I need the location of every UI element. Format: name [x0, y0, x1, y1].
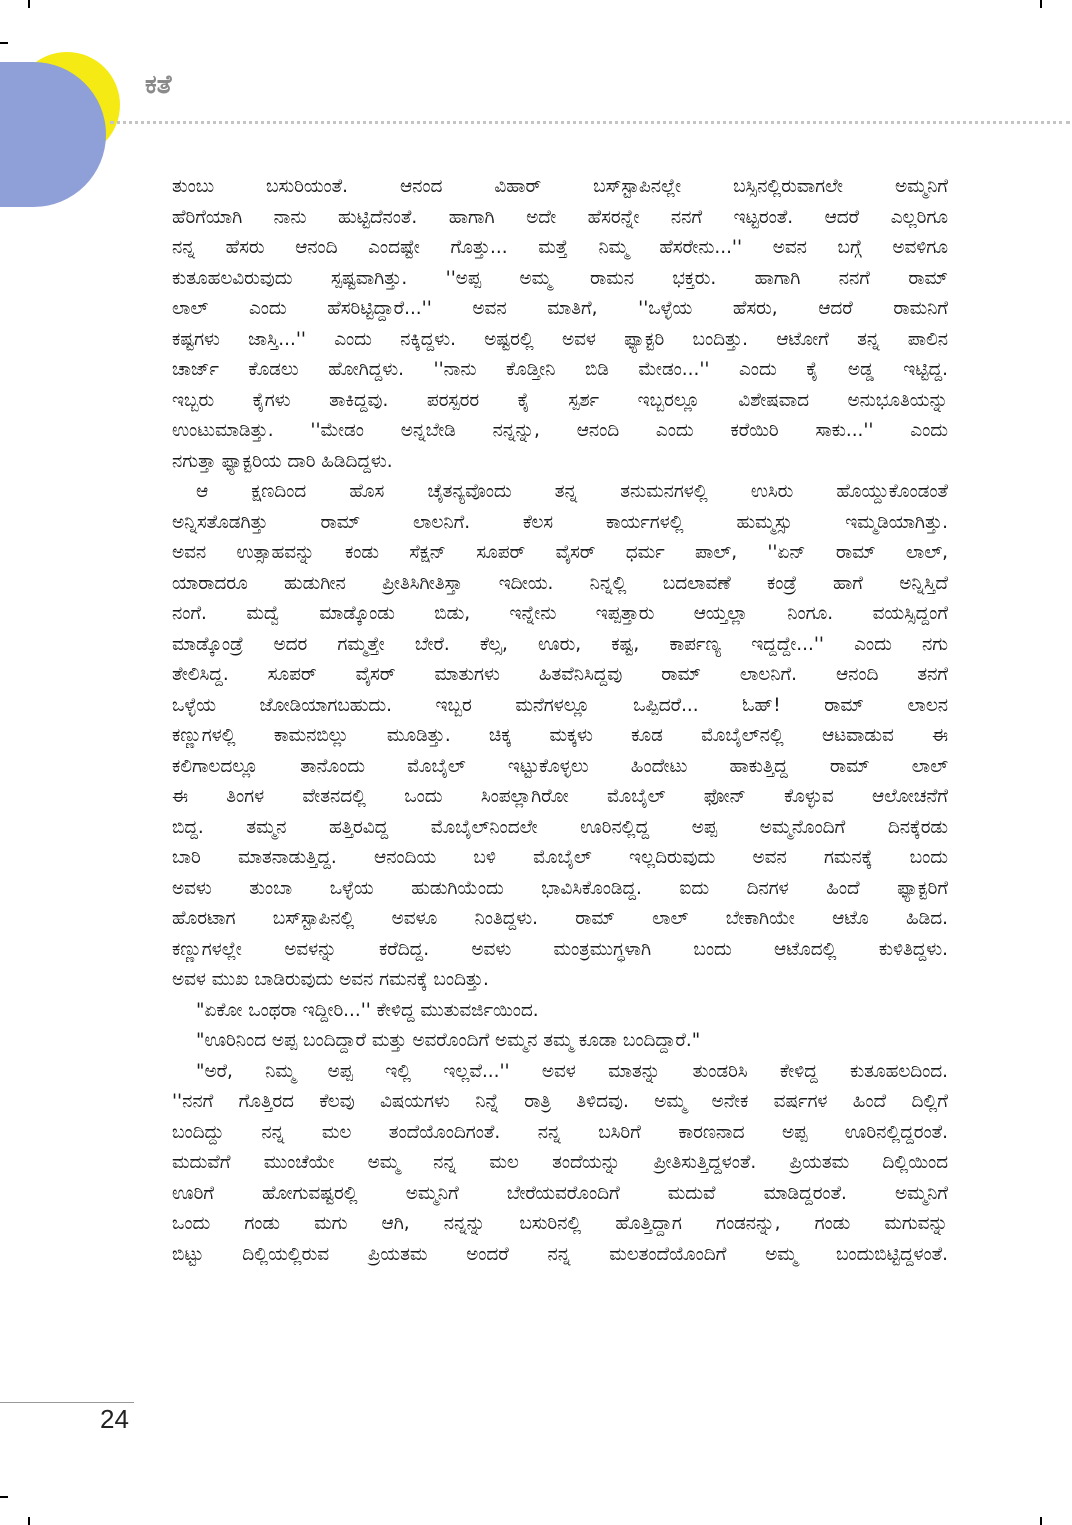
story-text — [172, 172, 948, 1270]
text-line: ನಂಗೆ. ಮದ್ವೆ ಮಾಡ್ಕೊಂಡು ಬಿಡು, ಇನ್ನೇನು ಇಪ್ಪತ್ತಾರು ಆಯ್ತಲ್ಲಾ ನಿಂಗೂ. ವಯಸ್ಸಿದ್ದಂಗೆ — [172, 603, 948, 624]
text-line: "ಏಕೋ ಒಂಥರಾ ಇದ್ದೀರಿ...'' ಕೇಳಿದ್ದ ಮುತುವರ್ಜಿಯಿಂದ. — [196, 999, 539, 1021]
text-line: ಒಂದು ಗಂಡು ಮಗು ಆಗಿ, ನನ್ನನ್ನು ಬಸುರಿನಲ್ಲಿ ಹೊತ್ತಿದ್ದಾಗ ಗಂಡನನ್ನು, ಗಂಡು ಮಗುವನ್ನು — [172, 1213, 948, 1234]
text-line: ಚಾರ್ಜ್ ಕೊಡಲು ಹೋಗಿದ್ದಳು. ''ನಾನು ಕೊಡ್ತೀನಿ ಬಿಡಿ ಮೇಡಂ...'' ಎಂದು ಕೈ ಅಡ್ಡ ಇಟ್ಟಿದ್ದ. — [172, 359, 948, 380]
text-line: ಊರಿಗೆ ಹೋಗುವಷ್ಟರಲ್ಲಿ ಅಮ್ಮನಿಗೆ ಬೇರೆಯವರೊಂದಿಗೆ ಮದುವೆ ಮಾಡಿದ್ದರಂತೆ. ಅಮ್ಮನಿಗೆ — [172, 1182, 948, 1204]
footer-rule — [0, 1402, 134, 1403]
text-line: ಒಳ್ಳೆಯ ಜೋಡಿಯಾಗಬಹುದು. ಇಬ್ಬರ ಮನೆಗಳಲ್ಲೂ ಒಪ್ಪಿದರೆ... ಓಹ್! ರಾಮ್ ಲಾಲನ — [172, 694, 948, 716]
text-line: ಕಣ್ಣುಗಳಲ್ಲೇ ಅವಳನ್ನು ಕರೆದಿದ್ದ. ಅವಳು ಮಂತ್ರಮುಗ್ಧಳಾಗಿ ಬಂದು ಆಟೊದಲ್ಲಿ ಕುಳಿತಿದ್ದಳು. — [172, 938, 948, 960]
crop-mark — [28, 1517, 30, 1525]
text-line: ಲಾಲ್ ಎಂದು ಹೆಸರಿಟ್ಟಿದ್ದಾರೆ...'' ಅವನ ಮಾತಿಗೆ, ''ಒಳ್ಳೆಯ ಹೆಸರು, ಆದರೆ ರಾಮನಿಗೆ — [172, 298, 948, 319]
text-line: ಉಂಟುಮಾಡಿತ್ತು. ''ಮೇಡಂ ಅನ್ನಬೇಡಿ ನನ್ನನ್ನು, ಆನಂದಿ ಎಂದು ಕರೆಯಿರಿ ಸಾಕು...'' ಎಂದು — [172, 420, 948, 441]
text-line: ಹೆರಿಗೆಯಾಗಿ ನಾನು ಹುಟ್ಟಿದೆನಂತೆ. ಹಾಗಾಗಿ ಅದೇ ಹೆಸರನ್ನೇ ನನಗೆ ಇಟ್ಟರಂತೆ. ಆದರೆ ಎಲ್ಲರಿಗೂ — [172, 206, 948, 228]
text-line: ಯಾರಾದರೂ ಹುಡುಗೀನ ಪ್ರೀತಿಸಿಗೀತಿಸ್ತಾ ಇದೀಯ. ನಿನ್ನಲ್ಲಿ ಬದಲಾವಣೆ ಕಂಡ್ರೆ ಹಾಗೆ ಅನ್ನಿಸ್ತಿದೆ — [172, 572, 948, 594]
text-line: ನಗುತ್ತಾ ಫ್ಯಾಕ್ಟರಿಯ ದಾರಿ ಹಿಡಿದಿದ್ದಳು. — [172, 450, 393, 472]
text-line: ಅವಳ ಮುಖ ಬಾಡಿರುವುದು ಅವನ ಗಮನಕ್ಕೆ ಬಂದಿತ್ತು. — [172, 969, 489, 990]
text-line: ತೇಲಿಸಿದ್ದ. ಸೂಪರ್ ವೈಸರ್ ಮಾತುಗಳು ಹಿತವೆನಿಸಿದ್ದವು ರಾಮ್ ಲಾಲನಿಗೆ. ಆನಂದಿ ತನಗೆ — [172, 664, 948, 685]
header-dotted-divider — [110, 121, 1070, 124]
text-line: ಇಬ್ಬರು ಕೈಗಳು ತಾಕಿದ್ದವು. ಪರಸ್ಪರರ ಕೈ ಸ್ಪರ್ಶ ಇಬ್ಬರಲ್ಲೂ ವಿಶೇಷವಾದ ಅನುಭೂತಿಯನ್ನು — [172, 389, 948, 411]
text-line: "ಅರೆ, ನಿಮ್ಮ ಅಪ್ಪ ಇಲ್ಲಿ ಇಲ್ಲವೆ...'' ಅವಳ ಮಾತನ್ನು ತುಂಡರಿಸಿ ಕೇಳಿದ್ದ ಕುತೂಹಲದಿಂದ. — [196, 1060, 948, 1082]
text-line: "ಊರಿನಿಂದ ಅಪ್ಪ ಬಂದಿದ್ದಾರೆ ಮತ್ತು ಅವರೊಂದಿಗೆ ಅಮ್ಮನ ತಮ್ಮ ಕೂಡಾ ಬಂದಿದ್ದಾರೆ." — [196, 1030, 701, 1051]
text-line: ಆ ಕ್ಷಣದಿಂದ ಹೊಸ ಚೈತನ್ಯವೊಂದು ತನ್ನ ತನುಮನಗಳಲ್ಲಿ ಉಸಿರು ಹೊಯ್ದುಕೊಂಡಂತೆ — [196, 481, 948, 502]
crop-mark — [1040, 1517, 1042, 1525]
text-line: ಅನ್ನಿಸತೊಡಗಿತ್ತು ರಾಮ್ ಲಾಲನಿಗೆ. ಕೆಲಸ ಕಾರ್ಯಗಳಲ್ಲಿ ಹುಮ್ಮಸ್ಸು ಇಮ್ಮಡಿಯಾಗಿತ್ತು. — [172, 511, 948, 533]
text-line: ಕಣ್ಣುಗಳಲ್ಲಿ ಕಾಮನಬಿಲ್ಲು ಮೂಡಿತ್ತು. ಚಿಕ್ಕ ಮಕ್ಕಳು ಕೂಡ ಮೊಬೈಲ್‌ನಲ್ಲಿ ಆಟವಾಡುವ ಈ — [172, 725, 948, 746]
text-line: ಕಲಿಗಾಲದಲ್ಲೂ ತಾನೊಂದು ಮೊಬೈಲ್ ಇಟ್ಟುಕೊಳ್ಳಲು ಹಿಂದೇಟು ಹಾಕುತ್ತಿದ್ದ ರಾಮ್ ಲಾಲ್ — [172, 755, 948, 777]
text-line: ಬಿಟ್ಟು ದಿಲ್ಲಿಯಲ್ಲಿರುವ ಪ್ರಿಯತಮ ಅಂದರೆ ನನ್ನ ಮಲತಂದೆಯೊಂದಿಗೆ ಅಮ್ಮ ಬಂದುಬಿಟ್ಟಿದ್ದಳಂತೆ. — [172, 1243, 948, 1265]
text-line: ಬಾರಿ ಮಾತನಾಡುತ್ತಿದ್ದ. ಆನಂದಿಯ ಬಳಿ ಮೊಬೈಲ್ ಇಲ್ಲದಿರುವುದು ಅವನ ಗಮನಕ್ಕೆ ಬಂದು — [172, 847, 948, 868]
section-title: ಕತೆ — [145, 70, 172, 100]
text-line: ಈ ತಿಂಗಳ ವೇತನದಲ್ಲಿ ಒಂದು ಸಿಂಪಲ್ಲಾಗಿರೋ ಮೊಬೈಲ್ ಫೋನ್ ಕೊಳ್ಳುವ ಆಲೋಚನೆಗೆ — [172, 786, 948, 807]
text-line: ಅವನ ಉತ್ಸಾಹವನ್ನು ಕಂಡು ಸೆಕ್ಷನ್ ಸೂಪರ್ ವೈಸರ್ ಧರ್ಮ ಪಾಲ್, ''ಏನ್ ರಾಮ್ ಲಾಲ್, — [172, 542, 948, 563]
text-line: ತುಂಬು ಬಸುರಿಯಂತೆ. ಆನಂದ ವಿಹಾರ್ ಬಸ್‌ಸ್ಟಾಪಿನಲ್ಲೇ ಬಸ್ಸಿನಲ್ಲಿರುವಾಗಲೇ ಅಮ್ಮನಿಗೆ — [172, 176, 948, 197]
text-line: ಹೊರಟಾಗ ಬಸ್‌ಸ್ಟಾಪಿನಲ್ಲಿ ಅವಳೂ ನಿಂತಿದ್ದಳು. ರಾಮ್ ಲಾಲ್ ಬೇಕಾಗಿಯೇ ಆಟೊ ಹಿಡಿದ. — [172, 908, 948, 929]
text-line: ಮದುವೆಗೆ ಮುಂಚೆಯೇ ಅಮ್ಮ ನನ್ನ ಮಲ ತಂದೆಯನ್ನು ಪ್ರೀತಿಸುತ್ತಿದ್ದಳಂತೆ. ಪ್ರಿಯತಮ ದಿಲ್ಲಿಯಿಂದ — [172, 1152, 948, 1173]
text-line: ಮಾಡ್ಕೊಂಡ್ರೆ ಅದರ ಗಮ್ಮತ್ತೇ ಬೇರೆ. ಕೆಲ್ಸ, ಊರು, ಕಷ್ಟ, ಕಾರ್ಪಣ್ಯ ಇದ್ದದ್ದೇ...'' ಎಂದು ನಗು — [172, 633, 948, 655]
text-line: ಬಂದಿದ್ದು ನನ್ನ ಮಲ ತಂದೆಯೊಂದಿಗಂತೆ. ನನ್ನ ಬಸಿರಿಗೆ ಕಾರಣನಾದ ಅಪ್ಪ ಊರಿನಲ್ಲಿದ್ದರಂತೆ. — [172, 1121, 948, 1143]
text-line: ಕುತೂಹಲವಿರುವುದು ಸ್ಪಷ್ಟವಾಗಿತ್ತು. ''ಅಪ್ಪ ಅಮ್ಮ ರಾಮನ ಭಕ್ತರು. ಹಾಗಾಗಿ ನನಗೆ ರಾಮ್ — [172, 267, 948, 289]
page-number: 24 — [100, 1404, 129, 1434]
text-line: ನನ್ನ ಹೆಸರು ಆನಂದಿ ಎಂದಷ್ಟೇ ಗೊತ್ತು... ಮತ್ತೆ ನಿಮ್ಮ ಹೆಸರೇನು...'' ಅವನ ಬಗ್ಗೆ ಅವಳಿಗೂ — [172, 237, 948, 258]
crop-mark — [1040, 0, 1042, 8]
crop-mark — [28, 0, 30, 8]
text-line: ಕಷ್ಟಗಳು ಜಾಸ್ತಿ...'' ಎಂದು ನಕ್ಕಿದ್ದಳು. ಅಷ್ಟರಲ್ಲಿ ಅವಳ ಫ್ಯಾಕ್ಟರಿ ಬಂದಿತ್ತು. ಆಟೋಗೆ ತನ್ನ ಪಾಲಿನ — [172, 328, 948, 350]
text-line: ಬಿದ್ದ. ತಮ್ಮನ ಹತ್ತಿರವಿದ್ದ ಮೊಬೈಲ್‌ನಿಂದಲೇ ಊರಿನಲ್ಲಿದ್ದ ಅಪ್ಪ ಅಮ್ಮನೊಂದಿಗೆ ದಿನಕ್ಕೆರಡು — [172, 816, 948, 838]
text-line: ''ನನಗೆ ಗೊತ್ತಿರದ ಕೆಲವು ವಿಷಯಗಳು ನಿನ್ನೆ ರಾತ್ರಿ ತಿಳಿದವು. ಅಮ್ಮ ಅನೇಕ ವರ್ಷಗಳ ಹಿಂದೆ ದಿಲ್ಲಿಗೆ — [172, 1091, 948, 1112]
text-line: ಅವಳು ತುಂಬಾ ಒಳ್ಳೆಯ ಹುಡುಗಿಯೆಂದು ಭಾವಿಸಿಕೊಂಡಿದ್ದ. ಐದು ದಿನಗಳ ಹಿಂದೆ ಫ್ಯಾಕ್ಟರಿಗೆ — [172, 877, 948, 899]
crop-mark — [0, 42, 8, 44]
crop-mark — [0, 1496, 8, 1498]
